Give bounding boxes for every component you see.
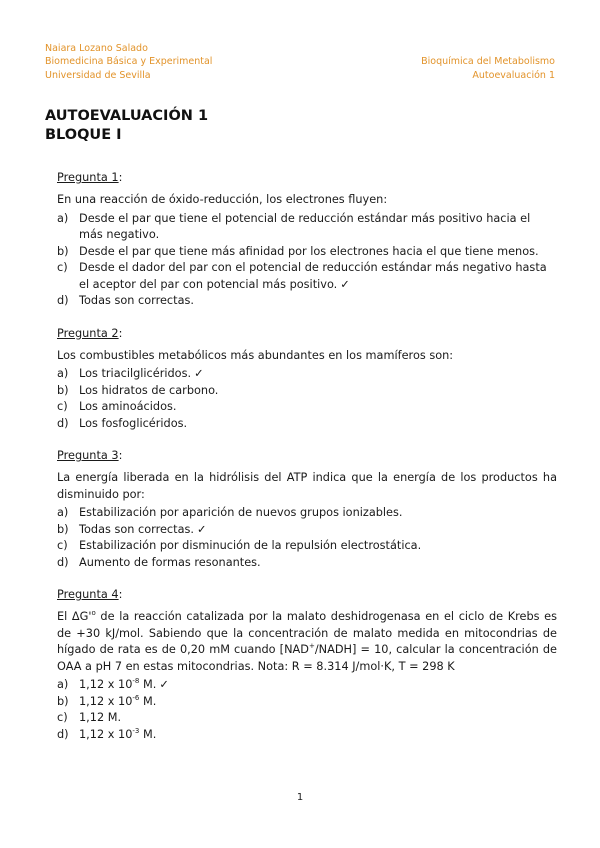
option-4b: b) 1,12 x $10^{-6}$ M. xyxy=(57,693,157,708)
header-left xyxy=(45,42,212,82)
question-1: Pregunta 1: En una reacción de óxido-reducción, los electrones fluyen: a) Desde el par que tiene el potencial de reducción estándar más positivo hacia el más negativo. b) Desde el par que tiene más afinidad por los electrones hacia el que tiene menos. c) Desde el dador del par con el potencial de reducción estándar más negativo hasta el aceptor del par con potencial más positivo. ✓ d) Todas son correctas. xyxy=(57,170,557,310)
header-university: Universidad de Sevilla xyxy=(45,69,151,81)
option-2c: c) Los aminoácidos. xyxy=(57,400,177,413)
question-2-label: Pregunta 2 xyxy=(57,326,119,340)
question-2-text: Los combustibles metabólicos más abundantes en los mamíferos son: xyxy=(57,348,454,362)
option-1c: c) Desde el dador del par con el potencial de reducción estándar más negativo hasta el aceptor del par con potencial más positivo. ✓ xyxy=(57,261,547,291)
option-1d: d) Todas son correctas. xyxy=(57,294,194,307)
question-2: Pregunta 2: Los combustibles metabólicos más abundantes en los mamíferos son: a) Los triacilglicéridos. ✓ b) Los hidratos de carbono. c) Los aminoácidos. d) Los fosfoglicéridos. xyxy=(57,326,557,433)
option-3b: b) Todas son correctas. ✓ xyxy=(57,522,207,536)
option-2a: a) Los triacilglicéridos. ✓ xyxy=(57,367,204,380)
page-title xyxy=(45,107,208,145)
header-right xyxy=(421,42,555,82)
header-author: Naiara Lozano Salado xyxy=(45,43,148,54)
check-mark-icon: ✓ xyxy=(194,367,204,380)
option-1b: b) Desde el par que tiene más afinidad por los electrones hacia el que tiene menos. xyxy=(57,244,539,258)
header-subject: Bioquímica del Metabolismo xyxy=(421,56,555,68)
title-line-2: BLOQUE I xyxy=(45,127,122,143)
question-4: Pregunta 4: El $\Delta G'^o$ de la reacción catalizada por la malato deshidrogenasa en el ciclo de Krebs es de +30 kJ/mol. Sabiendo que la concentración de malato medida en mitocondrias de hígado de rata es de 0,20 mM cuando [NAD+/NADH] = 10, calcular la concentración de OAA a pH 7 en estas mitocondrias. Nota: R = 8.314 J/mol·K, T = 298 K a) 1,12 x $10^{-8}$ M. ✓ b) 1,12 x $10^{-6}$ M. c) 1,12 M. d) 1,12 x $10^{-3}$ M. xyxy=(57,587,557,743)
option-4a: a) 1,12 x $10^{-8}$ M. ✓ xyxy=(57,677,169,691)
questions-container xyxy=(57,170,557,759)
question-3-label: Pregunta 3 xyxy=(57,449,119,462)
question-3-text: La energía liberada en la hidrólisis del ATP indica que la energía de los productos ha disminuido por: xyxy=(57,471,557,501)
check-mark-icon: ✓ xyxy=(159,678,169,691)
question-4-label: Pregunta 4 xyxy=(57,588,119,601)
option-3c: c) Estabilización por disminución de la repulsión electrostática. xyxy=(57,539,422,552)
question-3: Pregunta 3: La energía liberada en la hidrólisis del ATP indica que la energía de los productos ha disminuido por: a) Estabilización por aparición de nuevos grupos ionizables. b) Todas son correctas. ✓ c) Estabilización por disminución de la repulsión electrostática. d) Aumento de formas resonantes. xyxy=(57,448,557,571)
question-4-text: El $\Delta G'^o$ de la reacción catalizada por la malato deshidrogenasa en el ciclo de Krebs es de +30 kJ/mol. Sabiendo que la concentración de malato medida en mitocondrias de hígado de rata es de 0,20 mM cuando [NAD+/NADH] = 10, calcular la concentración de OAA a pH 7 en estas mitocondrias. Nota: R = 8.314 J/mol·K, T = 298 K xyxy=(57,609,557,673)
check-mark-icon: ✓ xyxy=(340,277,350,291)
question-1-text: En una reacción de óxido-reducción, los electrones fluyen: xyxy=(57,193,388,206)
check-mark-icon: ✓ xyxy=(196,522,207,536)
option-4d: d) 1,12 x $10^{-3}$ M. xyxy=(57,726,157,741)
header-section: Autoevaluación 1 xyxy=(472,69,555,81)
page-number: 1 xyxy=(296,792,304,803)
question-1-label: Pregunta 1 xyxy=(57,171,119,184)
header-degree: Biomedicina Básica y Experimental xyxy=(45,56,213,68)
option-3a: a) Estabilización por aparición de nuevos grupos ionizables. xyxy=(57,506,403,519)
option-3d: d) Aumento de formas resonantes. xyxy=(57,555,261,569)
option-2d: d) Los fosfoglicéridos. xyxy=(57,416,188,430)
option-2b: b) Los hidratos de carbono. xyxy=(57,383,219,397)
option-4c: c) 1,12 M. xyxy=(57,711,122,724)
option-1a: a) Desde el par que tiene el potencial de reducción estándar más positivo hacia el más negativo. xyxy=(57,211,531,241)
title-line-1: AUTOEVALUACIÓN 1 xyxy=(45,108,209,124)
